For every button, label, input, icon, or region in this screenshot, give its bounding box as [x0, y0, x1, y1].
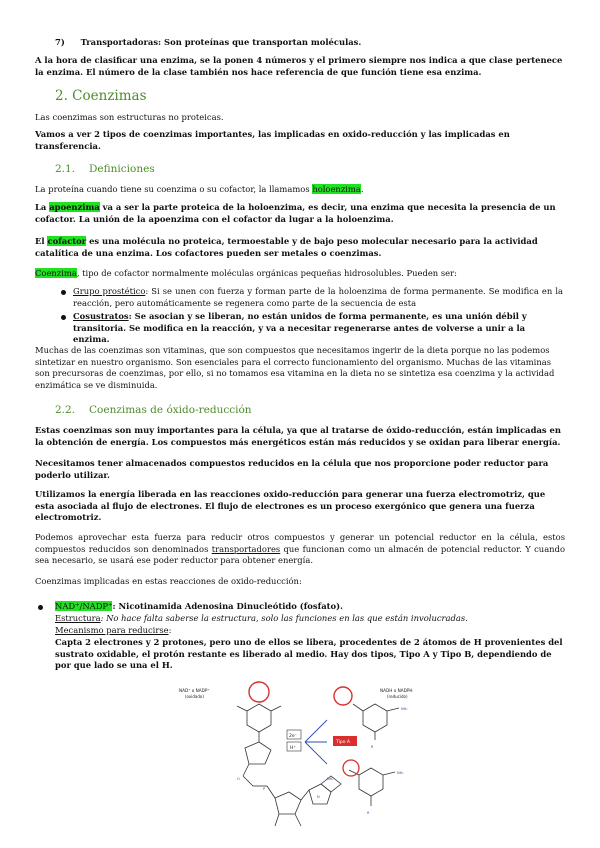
coenzima-paragraph: Coenzima, tipo de cofactor normalmente moléculas orgánicas pequeñas hidrosolubles. Pueden ser:	[35, 268, 457, 278]
nad-reaction-diagram	[175, 680, 435, 845]
svg-text:NH₂: NH₂	[397, 771, 404, 775]
paragraph: Necesitamos tener almacenados compuestos reducidos en la célula que nos proporcione poder reductor para poderlo utilizar.	[35, 458, 549, 480]
svg-text:NH₂: NH₂	[327, 777, 334, 781]
label-right-sub: (reducido)	[387, 694, 408, 699]
item-text: Transportadoras: Son proteínas que transportan moléculas.	[80, 37, 362, 47]
paragraph: Las coenzimas son estructuras no proteicas.	[35, 112, 224, 122]
svg-text:P: P	[263, 787, 266, 791]
mecanismo-paragraph: Capta 2 electrones y 2 protones, pero uno de ellos se libera, procedentes de 2 átomos de H provenientes del sustrato oxidable, el protón restante es liberado al medio. Hay dos tipos, Tipo A y Tipo B, dependiendo de por que lado se una el H.	[55, 637, 563, 671]
classification-paragraph: A la hora de clasificar una enzima, se la ponen 4 números y el primero siempre nos indica a que clase pertenece la enzima. El número de la clase también nos hace referencia de que función tiene esa enzima.	[35, 55, 563, 77]
bullet-icon	[61, 290, 66, 295]
paragraph: Estas coenzimas son muy importantes para la célula, ya que al tratarse de óxido-reducción, están implicadas en la obtención de energía. Los compuestos más energéticos están más reducidos y se oxidan para liberar energía.	[35, 425, 561, 447]
cosustratos-item: Cosustratos: Se asocian y se liberan, no están unidos de forma permanente, es una unión débil y transitoria. Se modifica en la reacción, y va a necesitar regenerarse antes de volverse a unir a la enzima.	[73, 311, 527, 345]
label-left-sub: (oxidado)	[185, 694, 204, 699]
transportadores-paragraph: Podemos aprovechar esta fuerza para reducir otros compuestos y generar un potencial reductor en la célula, estos compuestos reducidos son denominados transportadores que funcionan como un almacén de potencial reductor. Y cuando sea necesario, se usará ese poder reductor para obtener energía.	[35, 532, 565, 566]
highlight: apoenzima	[49, 202, 100, 212]
svg-text:R: R	[371, 745, 374, 749]
proton-label: H⁺	[290, 746, 296, 751]
label-right: NADH o NADPH	[380, 688, 413, 693]
grupo-prostetico-item: Grupo prostético: Si se unen con fuerza y forman parte de la holoenzima de forma permanente. Se modifica en la reacción, pero automáticamente se regenera como parte de la secuencia de esta	[73, 286, 563, 308]
apoenzima-paragraph: La apoenzima va a ser la parte proteica de la holoenzima, es decir, una enzima que necesita la presencia de un cofactor. La unión de la apoenzima con el cofactor da lugar a la holoenzima.	[35, 202, 556, 224]
item-number: 7)	[55, 37, 65, 47]
vitamins-paragraph: Muchas de las coenzimas son vitaminas, que son compuestos que necesitamos ingerir de la dieta porque no las podemos sintetizar en nuestro organismo. Son esenciales para el correcto funcionamiento del organismo. Muchas de las vitaminas son precursoras de coenzimas, por ello, si no tomamos esa vitamina en la dieta no se sintetiza esa coenzima y la actividad enzimática se ve disminuida.	[35, 345, 555, 390]
section-heading-2-1	[55, 163, 155, 175]
nad-item: NAD⁺/NADP⁺: Nicotinamida Adenosina Dinucleótido (fosfato).	[55, 601, 343, 611]
svg-text:N: N	[317, 795, 320, 799]
holoenzima-paragraph: La proteína cuando tiene su coenzima o su cofactor, la llamamos holoenzima.	[35, 184, 364, 194]
cofactor-paragraph: El cofactor es una molécula no proteica, termoestable y de bajo peso molecular necesario para la actividad catalítica de una enzima. Los cofactores pueden ser metales o coenzimas.	[35, 236, 538, 258]
bullet-icon	[61, 315, 66, 320]
svg-text:NH₂: NH₂	[401, 707, 408, 711]
highlight: holoenzima	[312, 184, 361, 194]
section-heading-2: 2. Coenzimas	[55, 88, 147, 104]
heading-title: Coenzimas de óxido-reducción	[89, 404, 252, 416]
section-heading-2-2	[55, 404, 252, 416]
heading-number: 2.1.	[55, 163, 76, 175]
paragraph: Coenzimas implicadas en estas reacciones de oxido-reducción:	[35, 576, 302, 586]
heading-number: 2.2.	[55, 404, 76, 416]
list-item-7	[55, 37, 565, 49]
highlight: Coenzima	[35, 268, 77, 278]
paragraph: Vamos a ver 2 tipos de coenzimas importantes, las implicadas en oxido-reducción y las implicadas en transferencia.	[35, 129, 510, 151]
highlight: cofactor	[47, 236, 87, 246]
heading-title: Definiciones	[89, 163, 155, 175]
paragraph: Utilizamos la energía liberada en las reacciones oxido-reducción para generar una fuerza electromotriz, que esta asociada al flujo de electrones. El flujo de electrones es un proceso exergónico que genera una fuerza electromotriz.	[35, 489, 546, 523]
highlight: NAD⁺/NADP⁺	[55, 601, 113, 611]
svg-text:O: O	[237, 777, 240, 781]
tipo-a-label: Tipo A	[336, 740, 350, 745]
svg-text:R: R	[367, 811, 370, 815]
label-left: NAD⁺ o NADP⁺	[179, 688, 210, 693]
estructura-line: Estructura: No hace falta saberse la estructura, solo las funciones en las que están involucradas.	[55, 613, 468, 623]
bullet-icon	[38, 605, 43, 610]
electron-label: 2e⁻	[289, 734, 298, 739]
mecanismo-line: Mecanismo para reducirse:	[55, 625, 172, 635]
